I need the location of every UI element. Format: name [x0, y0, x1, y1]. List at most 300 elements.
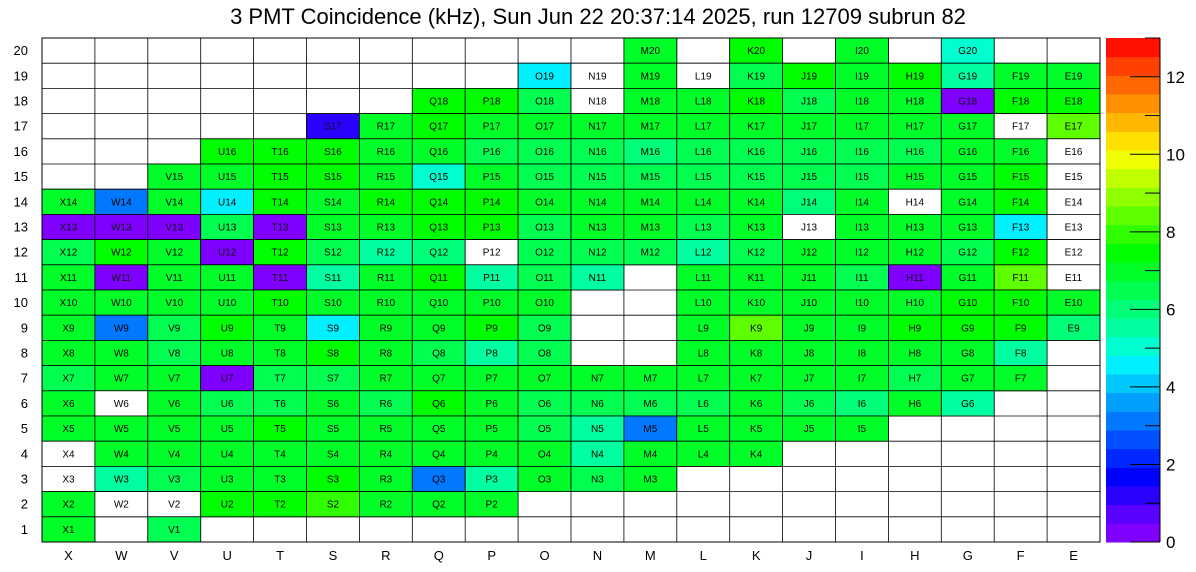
cell-label: T8: [274, 348, 286, 360]
cell-label: R4: [379, 449, 393, 461]
x-tick-label: L: [699, 548, 707, 563]
cell-label: O15: [535, 172, 555, 184]
cell-label: V14: [165, 197, 184, 209]
x-tick-label: U: [222, 548, 232, 563]
cell-label: M12: [640, 247, 661, 259]
cell-label: U2: [220, 499, 234, 511]
cell-label: R13: [376, 222, 396, 234]
colorbar-segment: [1106, 57, 1160, 76]
colorbar-segment: [1106, 131, 1160, 150]
y-tick-label: 18: [13, 93, 28, 109]
colorbar-segment: [1106, 411, 1160, 430]
cell-label: L9: [697, 323, 709, 335]
cell-label: O17: [535, 121, 555, 133]
cell-label: X13: [59, 222, 78, 234]
cell-label: X11: [59, 272, 77, 284]
cell-label: W6: [113, 398, 129, 410]
colorbar-segment: [1106, 243, 1160, 262]
cell-label: K13: [747, 222, 766, 234]
cell-label: I16: [854, 146, 869, 158]
x-tick-label: K: [751, 548, 761, 563]
cell-label: V6: [168, 398, 181, 410]
cell-label: O18: [535, 96, 555, 108]
cell-label: K18: [747, 96, 766, 108]
cell-label: Q11: [429, 272, 448, 284]
cell-label: S16: [324, 146, 342, 158]
cell-label: J17: [800, 121, 818, 133]
colorbar-tick-label: 2: [1166, 455, 1176, 475]
colorbar-tick-label: 6: [1166, 300, 1176, 320]
y-tick-label: 6: [20, 395, 28, 411]
cell-label: W7: [113, 373, 129, 385]
cell-label: U13: [217, 222, 237, 234]
colorbar-tick-label: 10: [1166, 145, 1185, 165]
cell-label: K16: [747, 146, 766, 158]
cell-label: P18: [482, 96, 501, 108]
x-tick-label: J: [805, 548, 813, 563]
cell-label: U3: [220, 474, 234, 486]
cell-label: L5: [697, 424, 709, 436]
y-tick-label: 3: [20, 471, 28, 487]
cell-label: H9: [908, 323, 922, 335]
cell-label: G14: [958, 197, 978, 209]
colorbar-segment: [1106, 225, 1160, 244]
cell-label: G12: [958, 247, 978, 259]
colorbar-segment: [1106, 150, 1160, 169]
cell-label: K7: [750, 373, 763, 385]
cell-label: J13: [800, 222, 818, 234]
cell-label: N13: [588, 222, 607, 234]
cell-label: F17: [1012, 121, 1030, 133]
cell-label: J12: [800, 247, 818, 259]
cell-label: G13: [958, 222, 978, 234]
colorbar-tick-label: 0: [1166, 533, 1176, 552]
cell-label: R3: [379, 474, 393, 486]
cell-label: E11: [1065, 272, 1083, 284]
x-tick-label: W: [115, 548, 128, 563]
cell-label: U11: [218, 272, 236, 284]
cell-label: M3: [643, 474, 658, 486]
cell-label: X10: [59, 298, 78, 310]
cell-label: V1: [168, 524, 181, 536]
cell-label: U5: [220, 424, 234, 436]
cell-label: X8: [62, 348, 75, 360]
cell-label: O14: [535, 197, 555, 209]
cell-label: T5: [274, 424, 286, 436]
colorbar-segment: [1106, 281, 1160, 300]
cell-label: M18: [640, 96, 661, 108]
cell-label: L10: [694, 298, 712, 310]
y-tick-label: 8: [20, 345, 28, 361]
cell-label: N6: [591, 398, 604, 410]
x-tick-label: I: [860, 548, 864, 563]
cell-label: I14: [854, 197, 869, 209]
cell-label: L11: [695, 272, 712, 284]
cell-label: H14: [905, 197, 925, 209]
cell-label: H18: [905, 96, 925, 108]
cell-label: S7: [326, 373, 340, 385]
cell-label: U14: [217, 197, 237, 209]
cell-label: U4: [220, 449, 234, 461]
cell-label: F12: [1012, 247, 1030, 259]
cell-label: G11: [958, 272, 977, 284]
cell-label: E19: [1064, 71, 1083, 83]
colorbar-segment: [1106, 355, 1160, 374]
cell-label: M14: [640, 197, 661, 209]
x-tick-label: O: [539, 548, 550, 563]
cell-label: E16: [1064, 146, 1083, 158]
cell-label: J19: [800, 71, 818, 83]
cell-label: G9: [961, 323, 975, 335]
cell-label: T4: [274, 449, 286, 461]
cell-label: U8: [220, 348, 234, 360]
cell-label: H8: [908, 348, 922, 360]
y-tick-label: 20: [13, 43, 28, 59]
cell-label: G6: [961, 398, 975, 410]
cell-label: T10: [271, 298, 289, 310]
cell-label: Q2: [432, 499, 446, 511]
cell-label: W12: [111, 247, 132, 259]
y-tick-label: 13: [13, 219, 28, 235]
cell-label: V2: [168, 499, 181, 511]
cell-label: H16: [905, 146, 925, 158]
cell-label: Q8: [432, 348, 446, 360]
cell-label: P14: [482, 197, 501, 209]
cell-label: W9: [113, 323, 129, 335]
cell-label: O6: [537, 398, 552, 410]
cell-label: S12: [324, 247, 342, 259]
cell-label: J15: [800, 172, 818, 184]
x-tick-label: N: [592, 548, 603, 563]
cell-label: R2: [379, 499, 393, 511]
cell-label: I15: [854, 172, 869, 184]
cell-label: V15: [165, 172, 184, 184]
cell-label: G16: [958, 146, 978, 158]
cell-label: P15: [482, 172, 501, 184]
cell-label: K6: [750, 398, 763, 410]
x-tick-label: R: [381, 548, 391, 563]
y-tick-label: 5: [20, 421, 28, 437]
cell-label: X7: [62, 373, 75, 385]
cell-label: M16: [640, 146, 661, 158]
cell-label: H10: [905, 298, 925, 310]
cell-label: K9: [750, 323, 763, 335]
cell-label: G18: [958, 96, 978, 108]
cell-label: K14: [747, 197, 766, 209]
cell-label: L12: [694, 247, 712, 259]
cell-label: T12: [271, 247, 289, 259]
heatmap-cells: [42, 38, 1100, 542]
cell-label: J7: [803, 373, 815, 385]
cell-label: H7: [908, 373, 922, 385]
cell-label: L4: [697, 449, 709, 461]
cell-label: E17: [1064, 121, 1083, 133]
y-tick-label: 16: [13, 143, 28, 159]
cell-label: P2: [485, 499, 498, 511]
colorbar-segment: [1106, 318, 1160, 337]
cell-label: R8: [379, 348, 393, 360]
cell-label: T14: [271, 197, 289, 209]
cell-label: Q14: [429, 197, 449, 209]
cell-label: V4: [168, 449, 181, 461]
x-tick-label: S: [328, 548, 338, 563]
cell-label: I11: [855, 272, 869, 284]
cell-label: V8: [168, 348, 181, 360]
cell-label: Q12: [429, 247, 449, 259]
cell-label: T13: [271, 222, 289, 234]
cell-label: J18: [800, 96, 818, 108]
cell-label: G19: [958, 71, 978, 83]
y-tick-label: 17: [13, 118, 28, 134]
cell-label: G15: [958, 172, 978, 184]
cell-label: I9: [857, 323, 867, 335]
colorbar-segment: [1106, 467, 1160, 486]
colorbar-segment: [1106, 505, 1160, 524]
cell-label: X5: [62, 424, 75, 436]
y-tick-label: 7: [20, 370, 28, 386]
cell-label: G17: [958, 121, 978, 133]
cell-label: O4: [537, 449, 552, 461]
cell-label: O3: [537, 474, 552, 486]
cell-label: S15: [324, 172, 342, 184]
cell-label: K4: [750, 449, 763, 461]
cell-label: M20: [640, 46, 661, 58]
y-axis: [14, 43, 28, 537]
colorbar-segment: [1106, 187, 1160, 206]
cell-label: P5: [485, 424, 498, 436]
cell-label: S9: [326, 323, 340, 335]
cell-label: Q15: [429, 172, 449, 184]
cell-label: W3: [113, 474, 129, 486]
y-tick-label: 11: [14, 269, 28, 285]
cell-label: Q6: [432, 398, 446, 410]
cell-label: J11: [801, 272, 817, 284]
cell-label: H12: [905, 247, 925, 259]
cell-label: M7: [643, 373, 658, 385]
cell-label: N5: [591, 424, 604, 436]
cell-label: S6: [326, 398, 340, 410]
colorbar-segment: [1106, 430, 1160, 449]
y-tick-label: 10: [13, 295, 28, 311]
colorbar-tick-label: 8: [1166, 222, 1176, 242]
cell-label: X9: [62, 323, 75, 335]
cell-label: L17: [694, 121, 712, 133]
cell-label: T2: [274, 499, 286, 511]
cell-label: N18: [588, 96, 607, 108]
cell-label: O19: [535, 71, 555, 83]
x-tick-label: X: [64, 548, 73, 563]
colorbar-tick-label: 12: [1166, 67, 1185, 87]
cell-label: U10: [217, 298, 237, 310]
cell-label: X4: [62, 449, 75, 461]
cell-label: O12: [535, 247, 555, 259]
cell-label: R17: [376, 121, 396, 133]
cell-label: W13: [111, 222, 132, 234]
cell-label: K20: [747, 46, 766, 58]
cell-label: W4: [113, 449, 129, 461]
cell-label: L19: [694, 71, 712, 83]
cell-label: I13: [854, 222, 869, 234]
cell-label: P10: [482, 298, 501, 310]
cell-label: K8: [750, 348, 763, 360]
cell-label: I8: [857, 348, 867, 360]
cell-label: J6: [803, 398, 815, 410]
cell-label: N16: [588, 146, 607, 158]
cell-label: S2: [326, 499, 340, 511]
cell-label: P3: [485, 474, 498, 486]
cell-label: S3: [326, 474, 340, 486]
cell-label: S13: [324, 222, 342, 234]
cell-label: J16: [800, 146, 818, 158]
y-tick-label: 9: [20, 320, 28, 336]
x-tick-label: E: [1069, 548, 1078, 563]
cell-label: R14: [376, 197, 396, 209]
cell-label: X1: [62, 524, 75, 536]
cell-label: L7: [697, 373, 709, 385]
cell-label: V12: [165, 247, 184, 259]
y-tick-label: 2: [20, 496, 28, 512]
cell-label: H13: [905, 222, 925, 234]
cell-label: L16: [694, 146, 712, 158]
cell-label: U16: [217, 146, 237, 158]
cell-label: S14: [324, 197, 342, 209]
cell-label: E9: [1067, 323, 1080, 335]
cell-label: K15: [747, 172, 766, 184]
cell-label: R6: [379, 398, 393, 410]
cell-label: Q18: [429, 96, 449, 108]
cell-label: O9: [537, 323, 552, 335]
cell-label: S5: [326, 424, 340, 436]
cell-label: I5: [857, 424, 867, 436]
cell-label: X14: [59, 197, 78, 209]
cell-label: O13: [535, 222, 555, 234]
cell-label: I17: [854, 121, 869, 133]
cell-label: J9: [803, 323, 815, 335]
cell-label: S11: [324, 272, 342, 284]
colorbar-segment: [1106, 75, 1160, 94]
y-tick-label: 14: [13, 194, 28, 210]
cell-label: Q4: [432, 449, 446, 461]
cell-label: R15: [376, 172, 396, 184]
cell-label: G10: [958, 298, 978, 310]
cell-label: R5: [379, 424, 393, 436]
cell-label: O16: [535, 146, 555, 158]
cell-label: T6: [274, 398, 286, 410]
cell-label: J5: [803, 424, 815, 436]
color-scale: [1106, 38, 1185, 552]
cell-label: Q13: [429, 222, 449, 234]
cell-label: O10: [535, 298, 555, 310]
cell-label: W11: [111, 272, 132, 284]
chart-title: 3 PMT Coincidence (kHz), Sun Jun 22 20:37:14 2025, run 12709 subrun 82: [230, 4, 966, 29]
cell-label: S8: [326, 348, 340, 360]
cell-label: P7: [485, 373, 498, 385]
cell-label: M4: [643, 449, 658, 461]
cell-label: N12: [588, 247, 607, 259]
cell-label: L8: [697, 348, 709, 360]
cell-label: N7: [591, 373, 604, 385]
cell-label: N4: [591, 449, 604, 461]
cell-label: K19: [747, 71, 766, 83]
colorbar-segment: [1106, 486, 1160, 505]
cell-label: V10: [165, 298, 184, 310]
y-tick-label: 15: [13, 169, 28, 185]
colorbar-segment: [1106, 169, 1160, 188]
cell-label: O8: [537, 348, 552, 360]
colorbar-segment: [1106, 262, 1160, 281]
cell-label: M5: [643, 424, 658, 436]
cell-label: I20: [854, 46, 869, 58]
cell-label: F7: [1014, 373, 1027, 385]
colorbar-segment: [1106, 393, 1160, 412]
cell-label: T15: [271, 172, 289, 184]
cell-label: F19: [1012, 71, 1030, 83]
cell-label: M17: [640, 121, 661, 133]
x-axis: [64, 548, 1078, 563]
cell-label: X2: [62, 499, 75, 511]
cell-label: F18: [1012, 96, 1030, 108]
cell-label: V13: [165, 222, 184, 234]
y-tick-label: 4: [20, 446, 28, 462]
cell-label: U7: [220, 373, 234, 385]
cell-label: N15: [588, 172, 607, 184]
cell-label: U9: [220, 323, 234, 335]
cell-label: G7: [961, 373, 975, 385]
cell-label: P11: [483, 272, 501, 284]
cell-label: W14: [111, 197, 132, 209]
cell-label: N11: [588, 272, 607, 284]
cell-label: K11: [747, 272, 765, 284]
cell-label: N3: [591, 474, 604, 486]
cell-label: W5: [113, 424, 129, 436]
cell-label: T9: [274, 323, 286, 335]
cell-label: V5: [168, 424, 181, 436]
cell-label: U15: [217, 172, 237, 184]
cell-label: J8: [803, 348, 815, 360]
cell-label: I6: [857, 398, 867, 410]
cell-label: H6: [908, 398, 922, 410]
x-tick-label: P: [487, 548, 496, 563]
cell-label: R10: [376, 298, 396, 310]
cell-label: I19: [854, 71, 869, 83]
colorbar-segment: [1106, 374, 1160, 393]
cell-label: V7: [168, 373, 181, 385]
cell-label: W8: [113, 348, 129, 360]
cell-label: I10: [854, 298, 869, 310]
cell-label: L15: [694, 172, 712, 184]
y-tick-label: 12: [13, 244, 28, 260]
cell-label: G20: [958, 46, 978, 58]
cell-label: F15: [1012, 172, 1030, 184]
cell-label: F14: [1012, 197, 1030, 209]
cell-label: P17: [482, 121, 501, 133]
cell-label: W2: [113, 499, 129, 511]
cell-label: L18: [694, 96, 712, 108]
cell-label: P6: [485, 398, 498, 410]
cell-label: P8: [485, 348, 498, 360]
cell-label: F16: [1012, 146, 1030, 158]
cell-label: E10: [1064, 298, 1083, 310]
x-tick-label: Q: [433, 548, 444, 563]
cell-label: M19: [640, 71, 661, 83]
cell-label: P13: [482, 222, 501, 234]
cell-label: O5: [537, 424, 552, 436]
cell-label: J14: [800, 197, 818, 209]
cell-label: F13: [1012, 222, 1030, 234]
x-tick-label: T: [276, 548, 285, 563]
cell-label: T16: [271, 146, 289, 158]
cell-label: K17: [747, 121, 766, 133]
